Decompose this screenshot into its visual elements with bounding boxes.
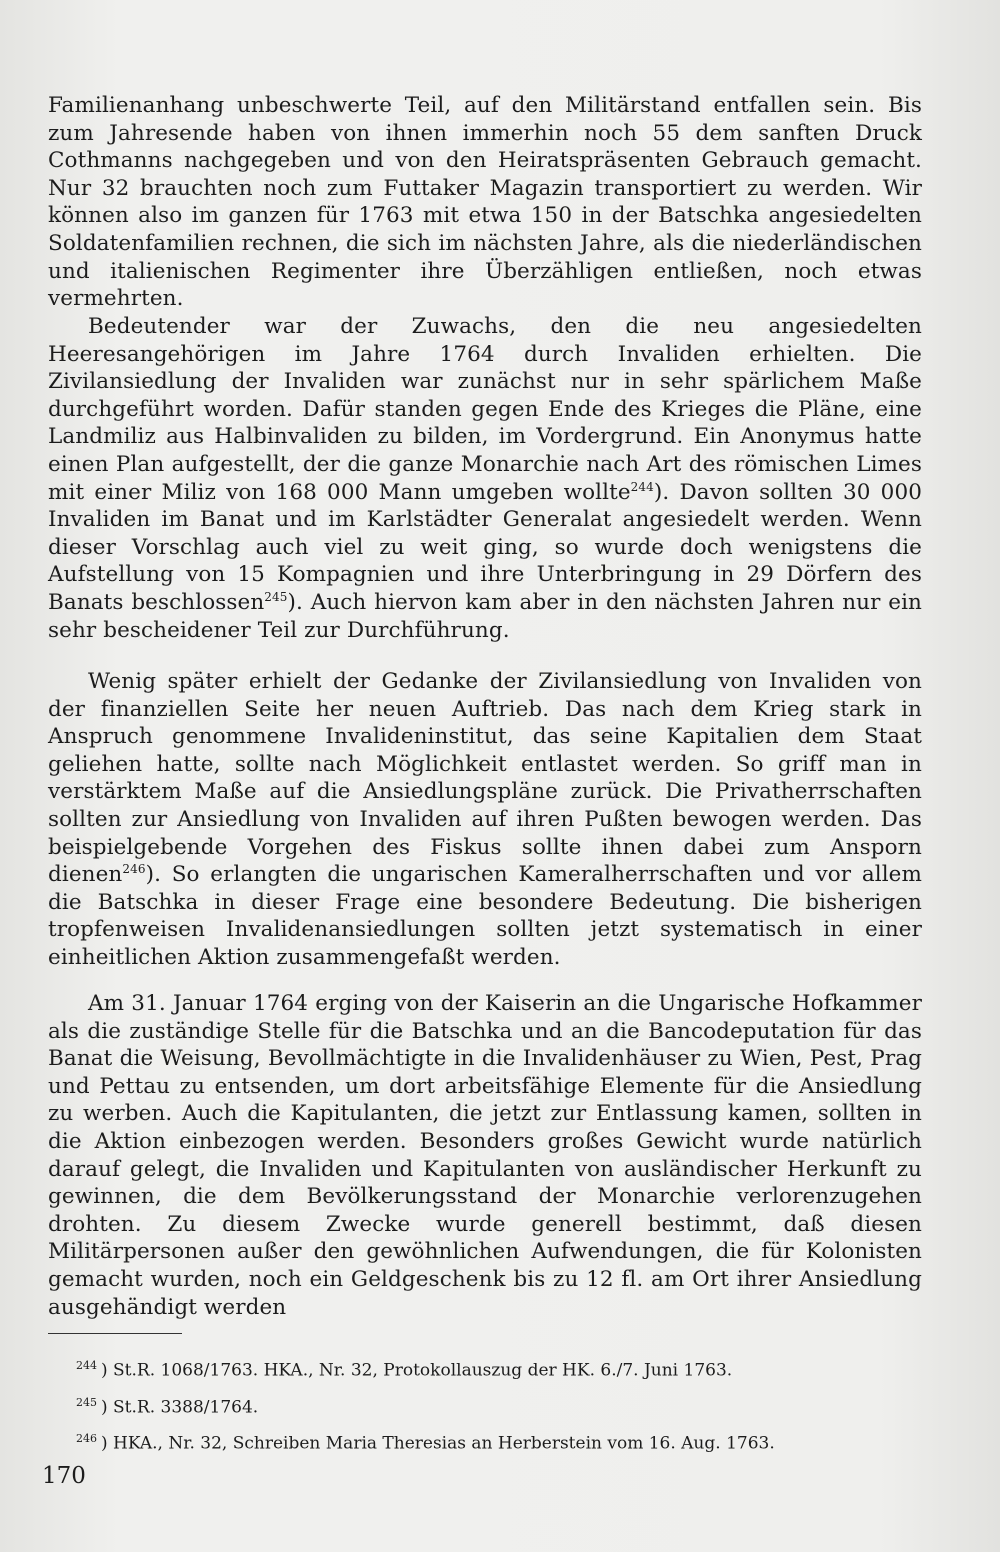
paragraph-2 (48, 313, 922, 644)
footnote-text: ) HKA., Nr. 32, Schreiben Maria Theresias an Herberstein vom 16. Aug. 1763. (101, 1433, 775, 1454)
footnote-text: ) St.R. 3388/1764. (101, 1397, 259, 1418)
text-run: ). Davon sollten 30 000 Invaliden im Banat und im Karlstädter Generalat angesiedelt werden. Wenn dieser Vorschlag auch viel zu weit ging, so wurde doch wenigstens die Aufstellung von 15 Kompagnien und ihre Unterbringung in 29 Dörfern des Banats beschlossen (48, 479, 923, 615)
text-run: ). So erlangten die ungarischen Kameralherrschaften und vor allem die Batschka in dieser Frage eine besondere Bedeutung. Die bisherigen tropfenweisen Invalidenansiedlungen sollten jetzt systematisch in einer einheitlichen Aktion zusammengefaßt werden. (48, 862, 922, 970)
footnote-246 (76, 1423, 922, 1460)
paragraph-1 (48, 92, 922, 313)
footnote-text: ) St.R. 1068/1763. HKA., Nr. 32, Protokollauszug der HK. 6./7. Juni 1763. (101, 1360, 733, 1381)
paragraph-3 (48, 668, 922, 972)
footnote-reference: 245 (264, 589, 288, 604)
footnote-245 (76, 1387, 922, 1424)
text-run: Familienanhang unbeschwerte Teil, auf den Militärstand entfallen sein. Bis zum Jahresende haben von ihnen immerhin noch 55 dem sanften Druck Cothmanns nachgegeben und von den Heiratspräsenten Gebrauch gemacht. Nur 32 brauchten noch zum Futtaker Magazin transportiert zu werden. Wir können also im ganzen für 1763 mit etwa 150 in der Batschka angesiedelten Soldatenfamilien rechnen, die sich im nächsten Jahre, als die niederländischen und italienischen Regimenter ihre Überzähligen entließen, noch etwas vermehrten. (48, 93, 922, 312)
footnote-number: 246 (76, 1432, 97, 1446)
text-run: ). Auch hiervon kam aber in den nächsten Jahren nur ein sehr bescheidener Teil zur Durchführung. (48, 589, 922, 643)
text-run: Wenig später erhielt der Gedanke der Zivilansiedlung von Invaliden von der finanziellen Seite her neuen Auftrieb. Das nach dem Krieg stark in Anspruch genommene Invalideninstitut, das seine Kapitalien dem Staat geliehen hatte, sollte nach Möglichkeit entlastet werden. So griff man in verstärktem Maße auf die Ansiedlungspläne zurück. Die Privatherrschaften sollten zur Ansiedlung von Invaliden auf ihren Pußten bewogen werden. Das beispielgebende Vorgehen des Fiskus sollte ihnen dabei zum Ansporn dienen (48, 669, 922, 888)
footnote-number: 244 (76, 1359, 97, 1372)
footnote-reference: 246 (122, 862, 146, 876)
text-run: Bedeutender war der Zuwachs, den die neu angesiedelten Heeresangehörigen im Jahre 1764 durch Invaliden erhielten. Die Zivilansiedlung der Invaliden war zunächst nur in sehr spärlichem Maße durchgeführt worden. Dafür standen gegen Ende des Krieges die Pläne, eine Landmiliz aus Halbinvaliden zu bilden, im Vordergrund. Ein Anonymus hatte einen Plan aufgestellt, der die ganze Monarchie nach Art des römischen Limes mit einer Miliz von 168 000 Mann umgeben wollte (48, 314, 922, 505)
page-number: 170 (42, 1463, 86, 1489)
footnote-244 (76, 1350, 922, 1387)
footnote-number: 245 (76, 1395, 97, 1409)
paragraph-4 (48, 990, 922, 1321)
footnote-divider (48, 1333, 182, 1334)
footnotes (76, 1350, 922, 1460)
footnote-reference: 244 (630, 479, 654, 494)
text-run: Am 31. Januar 1764 erging von der Kaiserin an die Ungarische Hofkammer als die zuständige Stelle für die Batschka und an die Bancodeputation für das Banat die Weisung, Bevollmächtigte in die Invalidenhäuser zu Wien, Pest, Prag und Pettau zu entsenden, um dort arbeitsfähige Elemente für die Ansiedlung zu werben. Auch die Kapitulanten, die jetzt zur Entlassung kamen, sollten in die Aktion einbezogen werden. Besonders großes Gewicht wurde natürlich darauf gelegt, die Invaliden und Kapitulanten von ausländischer Herkunft zu gewinnen, die dem Bevölkerungsstand der Monarchie verlorenzugehen drohten. Zu diesem Zwecke wurde generell bestimmt, daß diesen Militärpersonen außer den gewöhnlichen Aufwendungen, die für Kolonisten gemacht wurden, noch ein Geldgeschenk bis zu 12 fl. am Ort ihrer Ansiedlung ausgehändigt werden (48, 991, 922, 1320)
